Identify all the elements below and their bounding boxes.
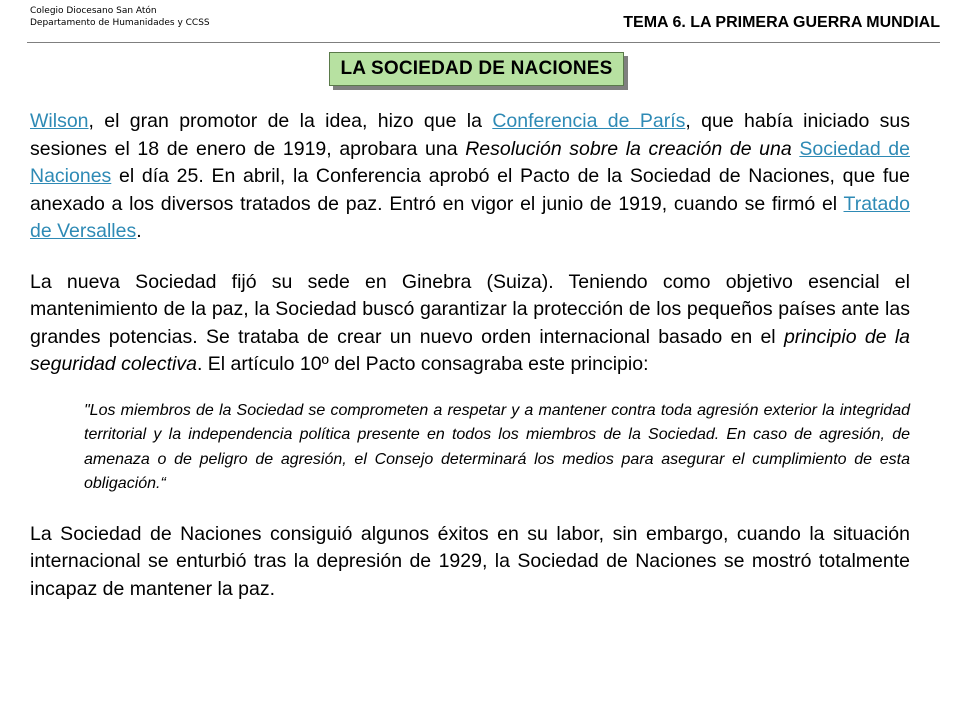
p1-text-5: .	[136, 220, 142, 242]
link-sociedad-naciones[interactable]: Sociedad de Naciones	[30, 137, 910, 187]
page-header	[0, 0, 960, 46]
topic-title: TEMA 6. LA PRIMERA GUERRA MUNDIAL	[623, 14, 940, 31]
p2-text-1: La nueva Sociedad fijó su sede en Ginebra (Suiza). Teniendo como objetivo esencial el mantenimiento de la paz, la Sociedad buscó garantizar la protección de los pequeños países ante las grandes potencias. Se trataba de crear un nuevo orden internacional basado en el	[30, 270, 910, 348]
p2-text-2: . El artículo 10º del Pacto consagraba este principio:	[196, 353, 649, 375]
p1-text-2: , que había iniciado sus sesiones el 18 de enero de 1919, aprobara una	[30, 110, 910, 160]
main-content	[30, 108, 910, 603]
p2-emphasis-principio: principio de la seguridad colectiva	[30, 325, 911, 375]
school-line-2: Departamento de Humanidades y CCSS	[30, 18, 210, 28]
p1-text-4: el día 25. En abril, la Conferencia aprobó el Pacto de la Sociedad de Naciones, que fue anexado a los diversos tratados de paz. Entró en vigor el junio de 1919, cuando se firmó el	[30, 165, 910, 215]
p1-emphasis-resolucion: Resolución sobre la creación de una	[465, 137, 792, 160]
article-10-quote: "Los miembros de la Sociedad se comprometen a respetar y a mantener contra toda agresión exterior la integridad territorial y la independencia política presente en todos los miembros de la Sociedad. En caso de agresión, de amenaza o de peligro de agresión, el Consejo determinará los medios para asegurar el cumplimiento de esta obligación.“	[84, 401, 910, 492]
paragraph-1	[30, 108, 910, 246]
slide-title: LA SOCIEDAD DE NACIONES	[329, 52, 623, 86]
paragraph-2	[30, 269, 910, 379]
school-line-1: Colegio Diocesano San Atón	[30, 6, 157, 16]
link-tratado-versalles[interactable]: Tratado de Versalles	[30, 192, 910, 242]
title-container	[0, 52, 960, 86]
link-wilson[interactable]: Wilson	[30, 110, 89, 132]
p1-text-1: , el gran promotor de la idea, hizo que la	[88, 110, 493, 132]
link-conferencia-paris[interactable]: Conferencia de París	[492, 110, 686, 132]
school-name	[30, 5, 210, 29]
header-divider	[27, 42, 940, 43]
paragraph-3: La Sociedad de Naciones consiguió algunos éxitos en su labor, sin embargo, cuando la situación internacional se enturbió tras la depresión de 1929, la Sociedad de Naciones se mostró totalmente incapaz de mantener la paz.	[30, 522, 910, 600]
